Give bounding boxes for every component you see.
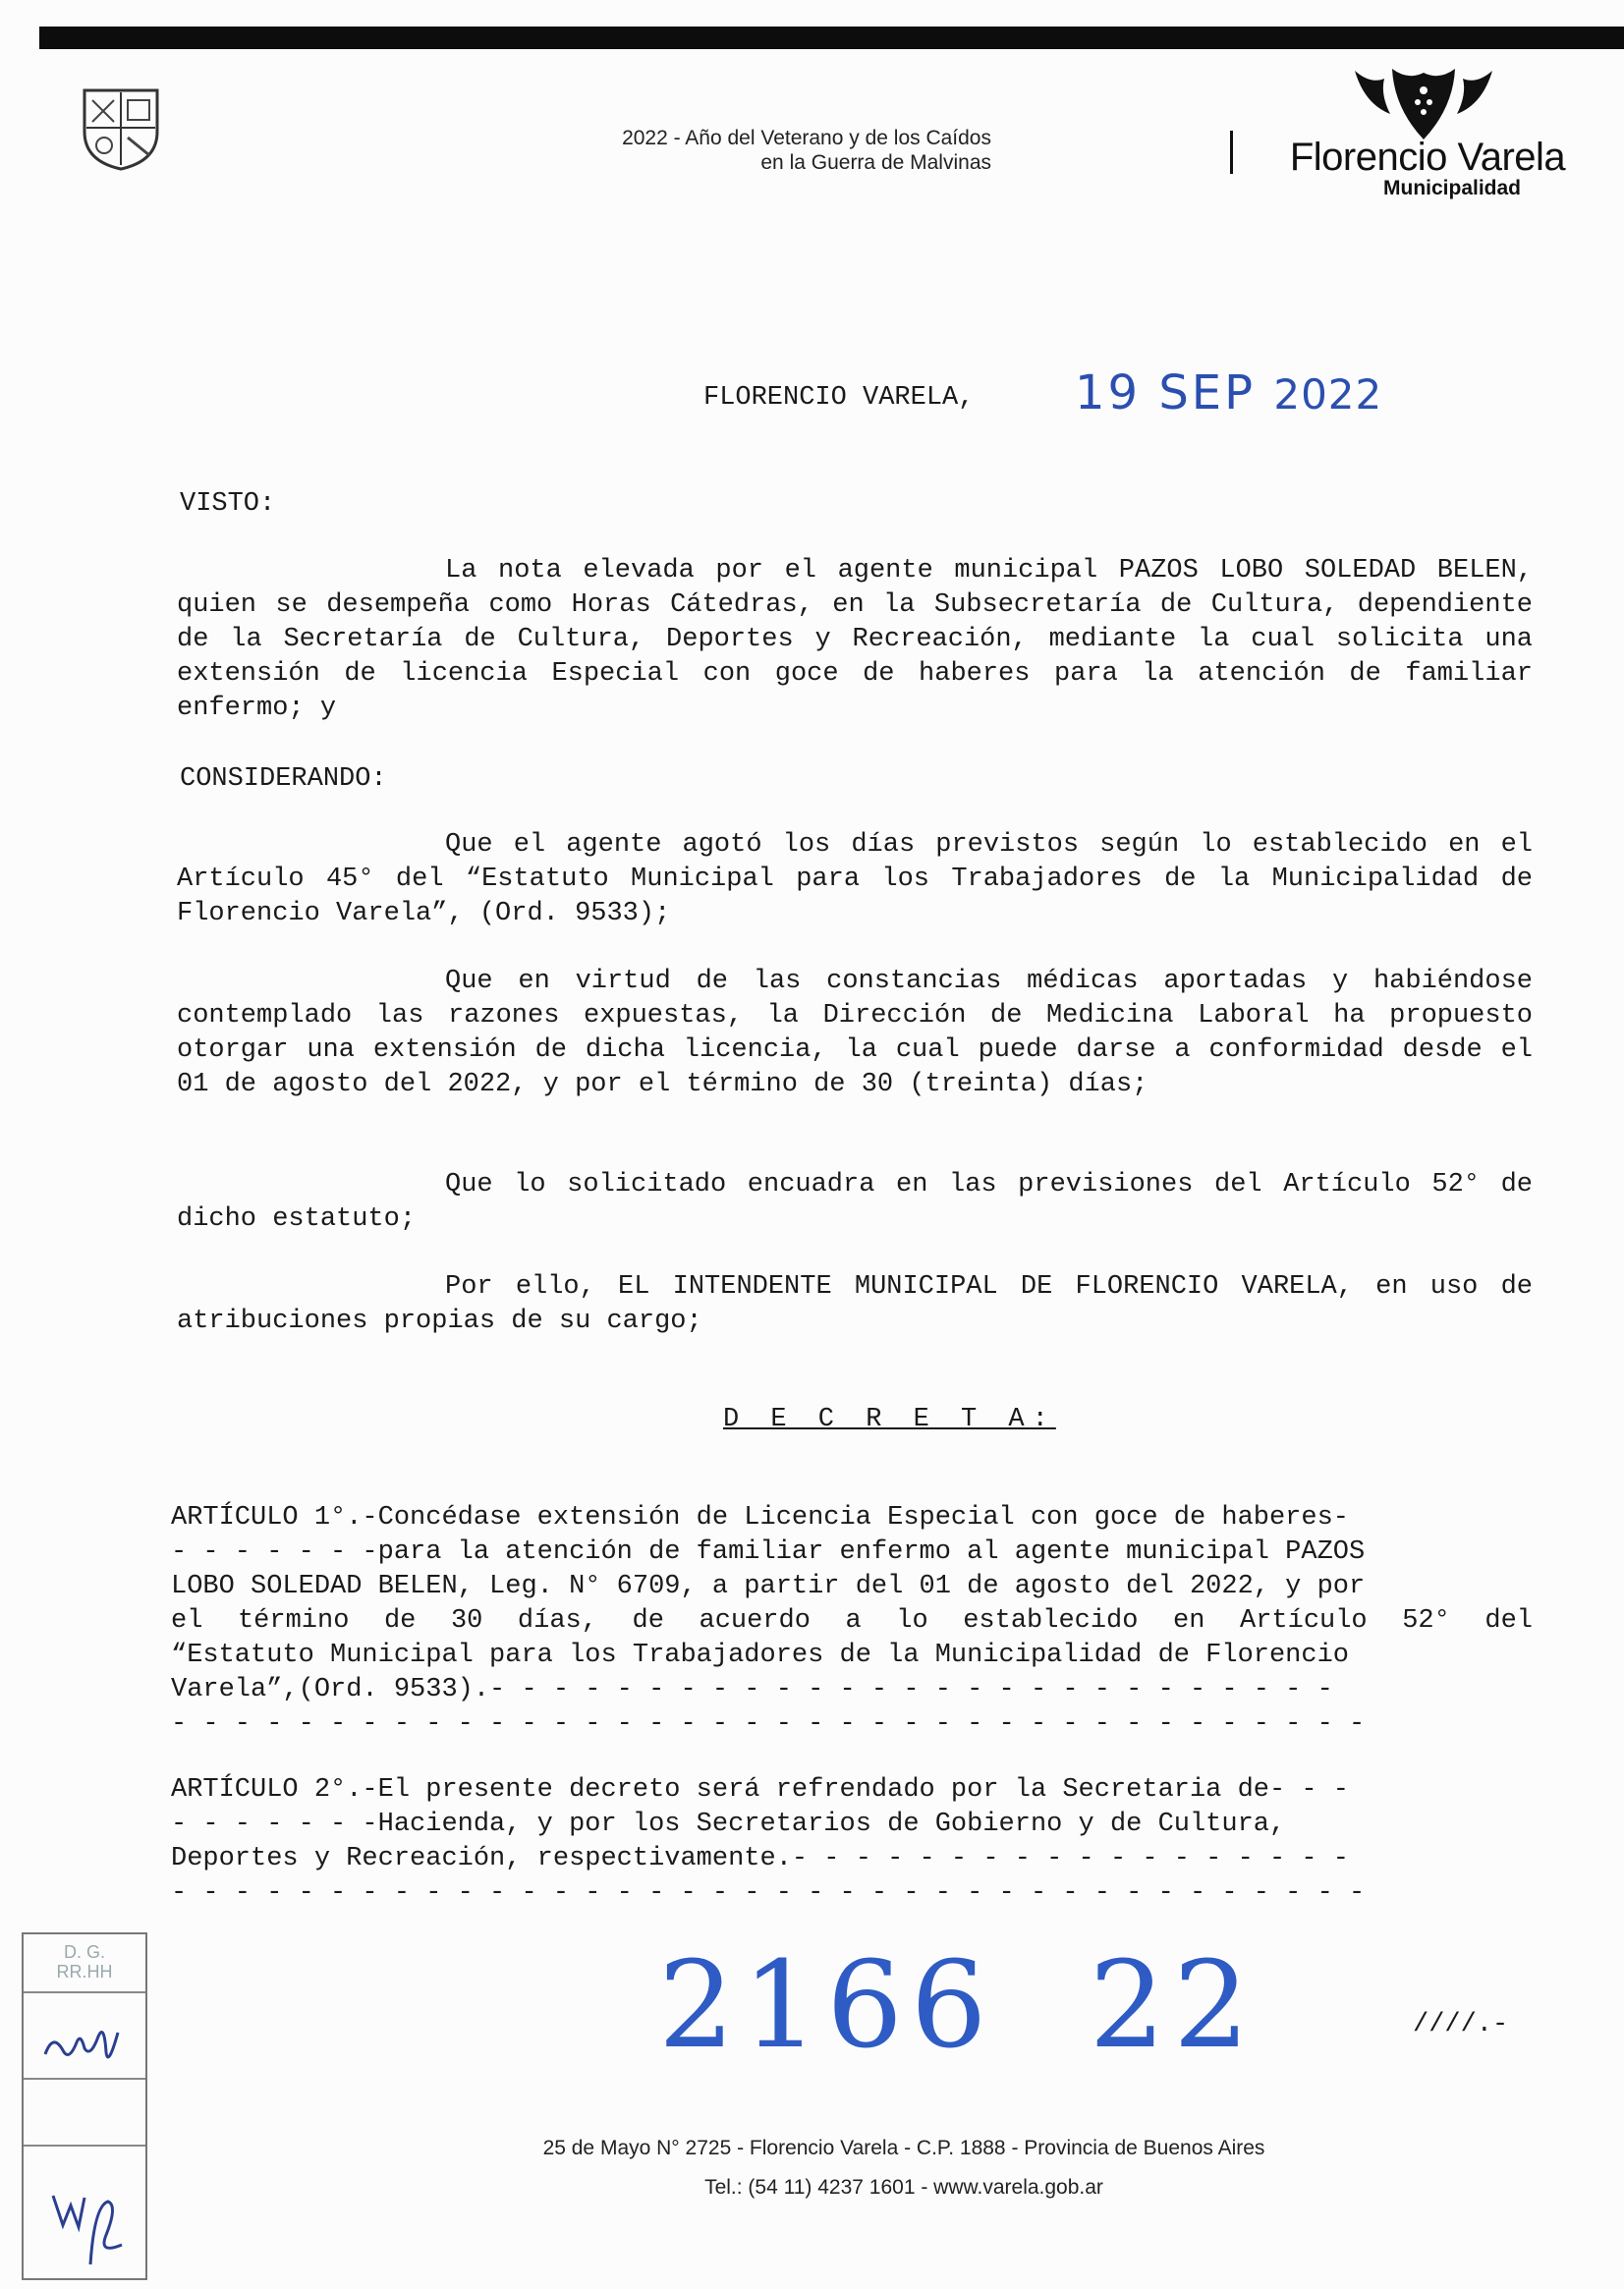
visto-heading: VISTO:: [180, 489, 276, 519]
rrhh-initials-cell-3: [24, 2147, 145, 2284]
decree-number: 2166: [658, 1935, 995, 2075]
year-motto: [441, 126, 991, 175]
considerando-heading: CONSIDERANDO:: [180, 764, 387, 794]
decree-year: 22: [1089, 1935, 1258, 2075]
brand-subtitle: Municipalidad: [1383, 177, 1522, 199]
rrhh-cell-2: [24, 2080, 145, 2147]
article-1-line-5: “Estatuto Municipal para los Trabajadores de la Municipalidad de Florencio: [171, 1641, 1349, 1670]
brand-block: [1275, 138, 1580, 200]
rrhh-box-header: [24, 1934, 145, 1993]
considerando-paragraph-1: Que el agente agotó los días previstos según lo establecido en el Artículo 45° del “Estatuto Municipal para los Trabajadores de la Municipalidad de Florencio Varela”, (Ord. 9533);: [177, 830, 1533, 928]
municipal-crest-icon: [79, 83, 163, 171]
florencio-varela-logo-icon: [1351, 65, 1496, 143]
footer-contact: Tel.: (54 11) 4237 1601 - www.varela.gob.ar: [704, 2176, 1103, 2199]
article-2-line-3: Deportes y Recreación, respectivamente.- - - - - - - - - - - - - - - - - -: [171, 1844, 1349, 1873]
article-1-line-3: LOBO SOLEDAD BELEN, Leg. N° 6709, a partir del 01 de agosto del 2022, y por: [171, 1572, 1366, 1601]
date-stamp-day-month: 19 SEP: [1075, 365, 1257, 420]
article-2-line-1: ARTÍCULO 2°.-El presente decreto será refrendado por la Secretaria de- - -: [171, 1775, 1349, 1805]
article-1-line-1: ARTÍCULO 1°.-Concédase extensión de Licencia Especial con goce de haberes-: [171, 1503, 1349, 1533]
article-1-line-4: el término de 30 días, de acuerdo a lo establecido en Artículo 52° del: [171, 1606, 1533, 1636]
rrhh-box-line-2: RR.HH: [56, 1962, 113, 1982]
top-border-bar: [39, 27, 1624, 49]
rrhh-box-line-1: D. G.: [63, 1942, 105, 1962]
footer-address: 25 de Mayo N° 2725 - Florencio Varela - C.P. 1888 - Provincia de Buenos Aires: [542, 2137, 1265, 2159]
article-2-line-4: - - - - - - - - - - - - - - - - - - - - - - - - - - - - - - - - - - - - - -: [171, 1878, 1366, 1908]
date-stamp-year: 2022: [1273, 370, 1383, 419]
article-2-line-2: - - - - - - -Hacienda, y por los Secretarios de Gobierno y de Cultura,: [171, 1810, 1286, 1839]
date-stamp: [1075, 365, 1382, 420]
article-1-line-2: - - - - - - -para la atención de familiar enfermo al agente municipal PAZOS: [171, 1537, 1366, 1567]
article-1-line-7: - - - - - - - - - - - - - - - - - - - - - - - - - - - - - - - - - - - - - -: [171, 1709, 1366, 1739]
considerando-paragraph-3: Que lo solicitado encuadra en las previsiones del Artículo 52° de dicho estatuto;: [177, 1170, 1533, 1234]
year-motto-line-1: 2022 - Año del Veterano y de los Caídos: [622, 127, 991, 149]
rrhh-control-box: [22, 1932, 147, 2280]
handwritten-initials-1: [24, 1993, 141, 2078]
brand-name: Florencio Varela: [1289, 136, 1566, 179]
decree-number-stamp: [658, 1935, 1258, 2075]
rrhh-initials-cell-1: [24, 1993, 145, 2080]
article-1-line-6: Varela”,(Ord. 9533).- - - - - - - - - - - - - - - - - - - - - - - - - - -: [171, 1675, 1333, 1704]
header-separator: [1230, 131, 1233, 174]
considerando-paragraph-4: Por ello, EL INTENDENTE MUNICIPAL DE FLORENCIO VARELA, en uso de atribuciones propias de su cargo;: [177, 1272, 1533, 1336]
considerando-paragraph-2: Que en virtud de las constancias médicas aportadas y habiéndose contemplado las razones expuestas, la Dirección de Medicina Laboral ha propuesto otorgar una extensión de dicha licencia, la cual puede darse a conformidad desde el 01 de agosto del 2022, y por el término de 30 (treinta) días;: [177, 967, 1533, 1099]
visto-paragraph: La nota elevada por el agente municipal PAZOS LOBO SOLEDAD BELEN, quien se desempeña como Horas Cátedras, en la Subsecretaría de Cultura, dependiente de la Secretaría de Cultura, Deportes y Recreación, mediante la cual solicita una extensión de licencia Especial con goce de haberes para la atención de familiar enfermo; y: [177, 556, 1533, 723]
decreta-heading: D E C R E T A:: [723, 1405, 1056, 1434]
handwritten-initials-2: [24, 2147, 141, 2284]
date-place: FLORENCIO VARELA,: [703, 383, 975, 413]
year-motto-line-2: en la Guerra de Malvinas: [760, 151, 991, 174]
continuation-mark: ////.-: [1413, 2010, 1509, 2039]
